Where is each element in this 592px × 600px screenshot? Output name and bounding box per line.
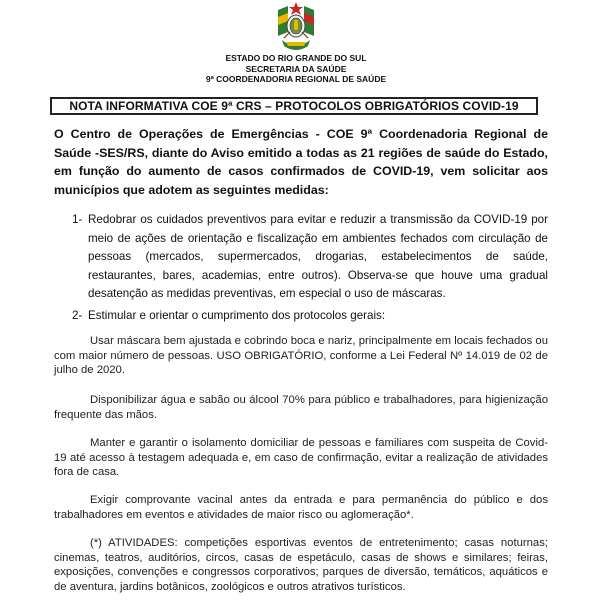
header-line-secretariat: SECRETARIA DA SAÚDE (245, 63, 347, 74)
document-title: NOTA INFORMATIVA COE 9ª CRS – PROTOCOLOS OBRIGATÓRIOS COVID-19 (50, 97, 538, 115)
list-item-number: 1- (72, 213, 83, 226)
header-line-state: ESTADO DO RIO GRANDE DO SUL (225, 53, 367, 63)
list-item-text: Estimular e orientar o cumprimento dos protocolos gerais: (88, 309, 386, 322)
header-line-coordination: 9ª COORDENADORIA REGIONAL DE SAÚDE (205, 74, 387, 84)
header-institution (0, 53, 592, 85)
intro-paragraph: O Centro de Operações de Emergências - COE 9ª Coordenadoria Regional de Saúde -SES/RS, diante do Aviso emitido a todas as 21 regiões de saúde do Estado, em função do aumento de casos confirmados de COVID-19, vem solicitar aos municípios que adotem as seguintes medidas: (54, 127, 548, 197)
list-item-text: Redobrar os cuidados preventivos para evitar e reduzir a transmissão da COVID-19 por meio de ações de orientação e fiscalização em ambientes fechados com circulação de pessoas (mercados, supermercados, drogarias, estabelecimentos de saúde, restaurantes, bares, academias, entre outros). Observa-se que houve uma gradual desatenção as medidas preventivas, em especial o uso de máscaras. (88, 213, 548, 300)
coat-of-arms-icon (274, 2, 318, 52)
protocol-paragraph-activities: (*) ATIVIDADES: competições esportivas eventos de entretenimento; casas noturnas; cinemas, teatros, auditórios, circos, casas de espetáculo, casas de shows e similares; feiras, exposições, convenções e congressos corporativos; parques de diversão, temáticos, aquáticos e de aventura, jardins botânicos, zoológicos e outros atrativos turísticos. (54, 537, 548, 593)
protocol-paragraph-hygiene: Disponibilizar água e sabão ou álcool 70% para público e trabalhadores, para higienização frequente das mãos. (54, 394, 548, 421)
protocol-paragraph-isolation: Manter e garantir o isolamento domiciliar de pessoas e familiares com suspeita de Covid-19 até acesso à testagem adequada e, em caso de confirmação, evitar a realização de atividades fora de casa. (54, 437, 548, 478)
list-item-2 (72, 307, 548, 326)
list-item-number: 2- (72, 309, 83, 322)
protocol-paragraph-vaccine: Exigir comprovante vacinal antes da entrada e para permanência do público e dos trabalhadores em eventos e atividades de maior risco ou aglomeração*. (54, 494, 548, 521)
protocol-paragraph-mask: Usar máscara bem ajustada e cobrindo boca e nariz, principalmente em locais fechados ou com maior número de pessoas. USO OBRIGATÓRIO, conforme a Lei Federal Nº 14.019 de 02 de julho de 2020. (54, 335, 548, 376)
list-item-1 (72, 211, 548, 304)
